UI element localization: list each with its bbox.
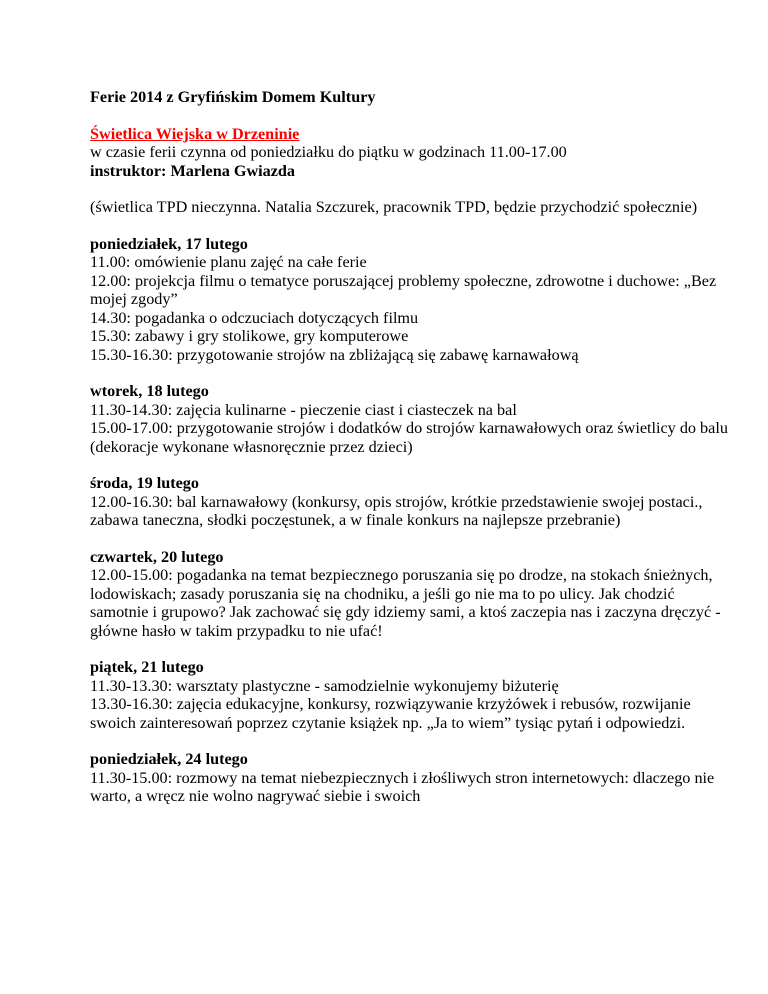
- document-title: Ferie 2014 z Gryfińskim Domem Kultury: [90, 88, 376, 106]
- day-section: [90, 548, 730, 641]
- schedule-entry: 15.30: zabawy i gry stolikowe, gry komputerowe: [90, 327, 409, 345]
- venue-instructor: instruktor: Marlena Gwiazda: [90, 161, 296, 180]
- schedule-entry: 15.00-17.00: przygotowanie strojów i dodatków do strojów karnawałowych oraz świetlicy do balu (dekoracje wykonane własnoręcznie przez dzieci): [90, 419, 728, 456]
- day-heading: czwartek, 20 lutego: [90, 547, 224, 566]
- day-section: [90, 474, 730, 530]
- day-heading: wtorek, 18 lutego: [90, 382, 209, 400]
- venue-hours: w czasie ferii czynna od poniedziałku do piątku w godzinach 11.00-17.00: [90, 143, 567, 161]
- schedule-entry: 11.30-14.30: zajęcia kulinarne - pieczenie ciast i ciasteczek na bal: [90, 400, 517, 419]
- day-heading: poniedziałek, 24 lutego: [90, 750, 248, 768]
- day-heading: poniedziałek, 17 lutego: [90, 234, 248, 253]
- schedule-entry: 13.30-16.30: zajęcia edukacyjne, konkursy, rozwiązywanie krzyżówek i rebusów, rozwijanie swoich zainteresowań poprzez czytanie książek np. „Ja to wiem” tysiąc pytań i odpowiedzi.: [90, 695, 691, 732]
- schedule-entry: 11.30-13.30: warsztaty plastyczne - samodzielnie wykonujemy biżuterię: [90, 676, 559, 695]
- venue-block: [90, 125, 730, 217]
- document-page: [90, 88, 730, 806]
- venue-note: (świetlica TPD nieczynna. Natalia Szczurek, pracownik TPD, będzie przychodzić społecznie): [90, 198, 698, 216]
- day-heading: środa, 19 lutego: [90, 474, 199, 492]
- schedule-entry: 11.30-15.00: rozmowy na temat niebezpiecznych i złośliwych stron internetowych: dlaczego nie warto, a wręcz nie wolno nagrywać siebie i swoich: [90, 768, 715, 805]
- day-section: [90, 658, 730, 732]
- venue-name-link[interactable]: Świetlica Wiejska w Drzeninie: [90, 124, 300, 143]
- schedule-entry: 14.30: pogadanka o odczuciach dotyczących filmu: [90, 308, 419, 327]
- schedule-entry: 15.30-16.30: przygotowanie strojów na zbliżającą się zabawę karnawałową: [90, 345, 579, 364]
- schedule-entry: 12.00: projekcja filmu o tematyce poruszającej problemy społeczne, zdrowotne i duchowe: „Bez mojej zgody”: [90, 271, 717, 308]
- day-heading: piątek, 21 lutego: [90, 658, 204, 676]
- schedule-entry: 11.00: omówienie planu zajęć na całe ferie: [90, 253, 367, 271]
- day-section: [90, 235, 730, 365]
- day-section: [90, 750, 730, 806]
- schedule-entry: 12.00-15.00: pogadanka na temat bezpiecznego poruszania się po drodze, na stokach śnieżnych, lodowiskach; zasady poruszania się na chodniku, a jeśli go nie ma to po ulicy. Jak chodzić samotnie i grupowo? Jak zachować się gdy idziemy sami, a ktoś zaczepia nas i zaczyna dręczyć - główne hasło w takim przypadku to nie ufać!: [90, 566, 721, 640]
- schedule-entry: 12.00-16.30: bal karnawałowy (konkursy, opis strojów, krótkie przedstawienie swojej postaci., zabawa taneczna, słodki poczęstunek, a w finale konkurs na najlepsze przebranie): [90, 492, 703, 529]
- day-section: [90, 382, 730, 456]
